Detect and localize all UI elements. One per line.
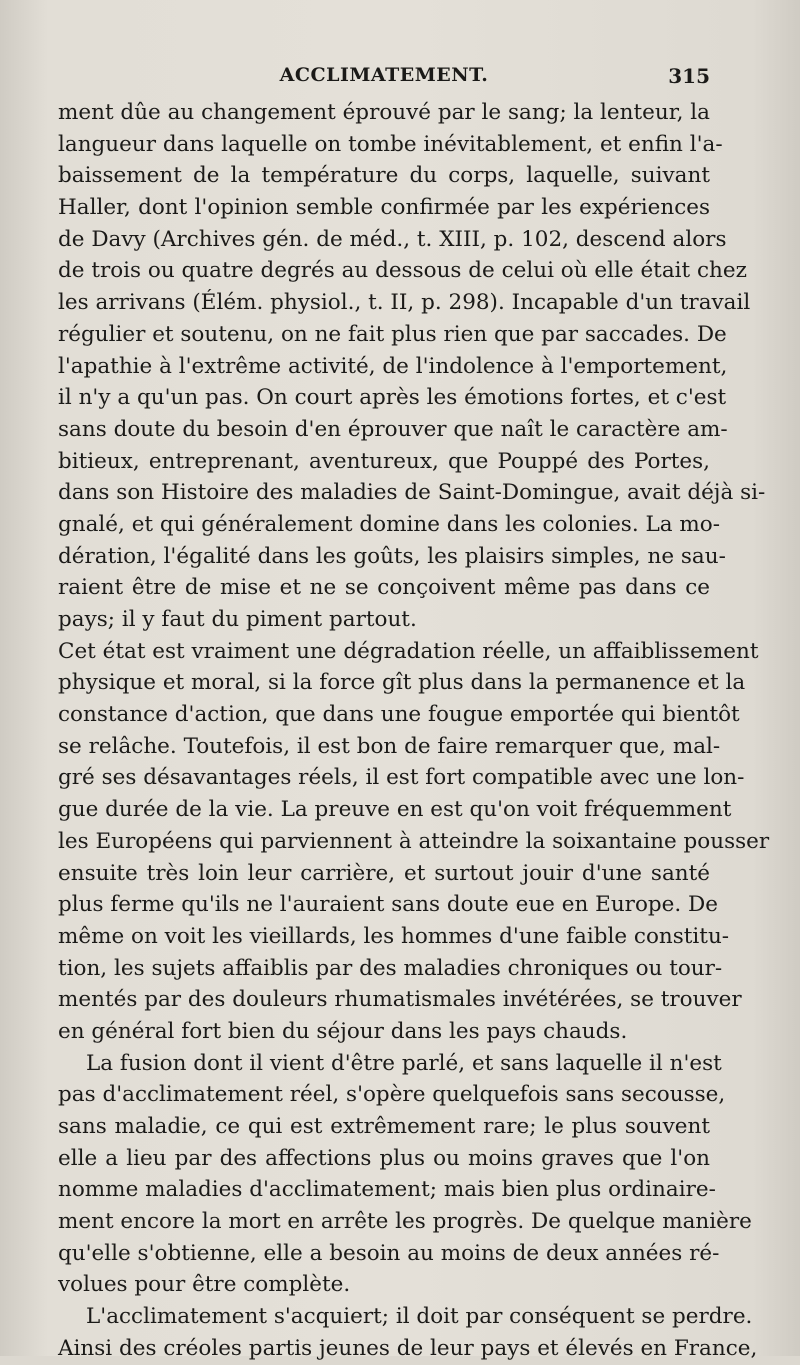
text-line: nomme maladies d'acclimatement; mais bien plus ordinaire- (58, 1177, 716, 1203)
text-line: pays; il y faut du piment partout. (58, 607, 417, 632)
text-line: plus ferme qu'ils ne l'auraient sans doute eue en Europe. De (58, 892, 719, 918)
text-line: de Davy (Archives gén. de méd., t. XIII, p. 102, descend alors (58, 226, 727, 252)
text-line: de trois ou quatre degrés au dessous de celui où elle était chez (58, 258, 747, 284)
text-line: gnalé, et qui généralement domine dans les colonies. La mo- (58, 511, 721, 537)
text-line: sans maladie, ce qui est extrêmement rare; le plus souvent (58, 1114, 710, 1139)
text-line: pas d'acclimatement réel, s'opère quelquefois sans secousse, (58, 1082, 726, 1108)
text-line: mentés par des douleurs rhumatismales invétérées, se trouver (58, 987, 742, 1013)
text-line: l'apathie à l'extrême activité, de l'indolence à l'emportement, (58, 353, 728, 379)
text-line: qu'elle s'obtienne, elle a besoin au moins de deux années ré- (58, 1240, 720, 1266)
text-line: volues pour être complète. (58, 1272, 351, 1298)
text-line: L'acclimatement s'acquiert; il doit par conséquent se perdre. (86, 1304, 753, 1330)
text-line: ment dûe au changement éprouvé par le sang; la lenteur, la (58, 100, 710, 125)
text-line: constance d'action, que dans une fougue emportée qui bientôt (58, 702, 740, 728)
text-line: langueur dans laquelle on tombe inévitablement, et enfin l'a- (58, 131, 723, 157)
text-line: elle a lieu par des affections plus ou moins graves que l'on (58, 1145, 710, 1171)
text-line: Ainsi des créoles partis jeunes de leur pays et élevés en France, (58, 1335, 758, 1361)
text-line: ment encore la mort en arrête les progrès. De quelque manière (58, 1209, 752, 1235)
body-text (58, 97, 770, 1365)
text-line: La fusion dont il vient d'être parlé, et sans laquelle il n'est (86, 1050, 722, 1076)
text-line: tion, les sujets affaiblis par des maladies chroniques ou tour- (58, 955, 723, 981)
page-number: 315 (668, 64, 710, 88)
text-line: ensuite très loin leur carrière, et surtout jouir d'une santé (58, 860, 710, 886)
text-line: les Européens qui parviennent à atteindre la soixantaine pousser (58, 828, 770, 854)
text-line: Cet état est vraiment une dégradation réelle, un affaiblissement (58, 638, 759, 664)
text-line: Haller, dont l'opinion semble confirmée par les expériences (58, 195, 710, 221)
text-line: se relâche. Toutefois, il est bon de faire remarquer que, mal- (58, 733, 721, 759)
text-line: même on voit les vieillards, les hommes d'une faible constitu- (58, 923, 730, 949)
text-line: dans son Histoire des maladies de Saint-Domingue, avait déjà si- (58, 480, 766, 506)
page-header (58, 64, 710, 90)
text-line: en général fort bien du séjour dans les pays chauds. (58, 1018, 628, 1044)
text-line: il n'y a qu'un pas. On court après les émotions fortes, et c'est (58, 385, 727, 411)
text-line: sans doute du besoin d'en éprouver que naît le caractère am- (58, 416, 728, 442)
text-line: physique et moral, si la force gît plus dans la permanence et la (58, 670, 746, 696)
text-line: les arrivans (Élém. physiol., t. II, p. 298). Incapable d'un travail (58, 290, 751, 316)
text-line: dération, l'égalité dans les goûts, les plaisirs simples, ne sau- (58, 543, 726, 569)
text-line: bitieux, entreprenant, aventureux, que Pouppé des Portes, (58, 448, 710, 474)
text-line: raient être de mise et ne se conçoivent même pas dans ce (58, 575, 710, 601)
text-line: régulier et soutenu, on ne fait plus rien que par saccades. De (58, 321, 727, 347)
running-head: ACCLIMATEMENT. (279, 64, 489, 86)
text-line: gré ses désavantages réels, il est fort compatible avec une lon- (58, 765, 745, 791)
text-line: baissement de la température du corps, laquelle, suivant (58, 163, 710, 189)
text-line: gue durée de la vie. La preuve en est qu'on voit fréquemment (58, 797, 732, 823)
